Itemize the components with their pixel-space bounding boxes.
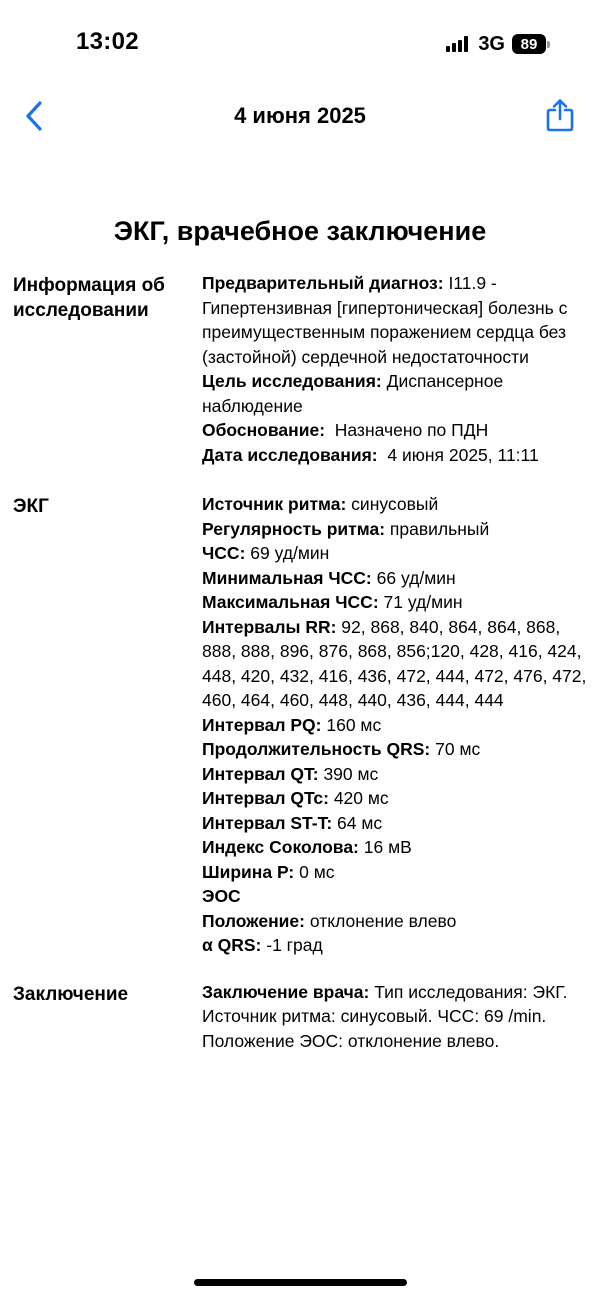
field-value: правильный bbox=[385, 518, 490, 539]
field-alpha-qrs bbox=[202, 933, 593, 958]
field-name: Источник ритма: bbox=[202, 494, 347, 514]
field-justification bbox=[202, 418, 593, 443]
signal-strength-icon bbox=[446, 36, 470, 52]
field-value: Назначено по ПДН bbox=[325, 420, 489, 440]
field-value: 390 мс bbox=[318, 763, 379, 784]
study-info-row bbox=[13, 271, 593, 467]
ecg-label: ЭКГ bbox=[13, 496, 49, 517]
field-name: Индекс Соколова: bbox=[202, 837, 359, 857]
status-indicators bbox=[446, 33, 550, 55]
field-qt-interval bbox=[202, 762, 593, 787]
study-info-content bbox=[202, 271, 593, 467]
field-diagnosis bbox=[202, 271, 593, 369]
field-name: Заключение врача: bbox=[202, 981, 370, 1002]
field-name: α QRS: bbox=[202, 935, 262, 955]
field-pq-interval bbox=[202, 713, 593, 738]
field-name: Интервал ST-T: bbox=[202, 812, 333, 833]
field-name: Положение: bbox=[202, 910, 305, 931]
field-name: Интервалы RR: bbox=[202, 616, 337, 637]
field-value: 160 мс bbox=[321, 714, 382, 735]
field-value: 4 июня 2025, 11:11 bbox=[377, 444, 539, 465]
battery-level: 89 bbox=[512, 34, 546, 54]
field-electrical-axis bbox=[202, 884, 593, 909]
field-max-heart-rate bbox=[202, 590, 593, 615]
field-value: 64 мс bbox=[332, 812, 383, 833]
field-doctor-conclusion bbox=[202, 980, 593, 1054]
field-value: I11.9 - Гипертензивная [гипертоническая] болезнь с преимущественным поражением сердца без (застойной) сердечной недостаточности bbox=[202, 273, 568, 367]
field-axis-position bbox=[202, 909, 593, 934]
navigation-bar bbox=[0, 90, 600, 144]
field-name: ЭОС bbox=[202, 886, 241, 906]
field-value: 70 мс bbox=[430, 739, 481, 759]
field-qrs-duration bbox=[202, 737, 593, 762]
field-st-t-interval bbox=[202, 811, 593, 836]
field-name: Обоснование: bbox=[202, 420, 326, 440]
field-value: синусовый bbox=[346, 494, 439, 514]
field-name: Цель исследования: bbox=[202, 371, 382, 391]
document-title: ЭКГ, врачебное заключение bbox=[113, 216, 487, 246]
field-rhythm-regularity bbox=[202, 517, 593, 542]
field-name: Предварительный диагноз: bbox=[202, 273, 444, 293]
conclusion-content bbox=[202, 980, 593, 1054]
field-rhythm-source bbox=[202, 492, 593, 517]
field-value: 66 уд/мин bbox=[371, 567, 456, 588]
battery-icon bbox=[512, 34, 550, 54]
field-value: 0 мс bbox=[294, 861, 335, 882]
field-name: Минимальная ЧСС: bbox=[202, 567, 372, 588]
study-info-label: Информация об исследовании bbox=[13, 275, 165, 321]
field-value: Тип исследования: ЭКГ. Источник ритма: синусовый. ЧСС: 69 /min. Положение ЭОС: отклонение влево. bbox=[202, 981, 568, 1051]
field-value: 16 мВ bbox=[358, 837, 412, 857]
status-time: 13:02 bbox=[76, 28, 139, 55]
field-value: 420 мс bbox=[328, 788, 389, 808]
field-name: Интервал QTc: bbox=[202, 788, 329, 808]
field-value: Диспансерное наблюдение bbox=[202, 371, 504, 416]
field-value: -1 град bbox=[261, 935, 323, 955]
nav-title: 4 июня 2025 bbox=[234, 103, 366, 128]
field-value: 69 уд/мин bbox=[245, 543, 330, 563]
field-value: 92, 868, 840, 864, 864, 868, 888, 888, 896, 876, 868, 856;120, 428, 416, 424, 448, 420, 432, 416, 436, 472, 444, 472, 476, 472, 460, 464, 460, 448, 440, 436, 444, 444 bbox=[202, 616, 587, 710]
document-table bbox=[13, 271, 593, 1053]
network-type-label: 3G bbox=[478, 32, 505, 55]
field-name: Максимальная ЧСС: bbox=[202, 592, 379, 612]
field-p-width bbox=[202, 860, 593, 885]
field-name: Интервал QT: bbox=[202, 763, 319, 784]
share-icon bbox=[545, 98, 575, 132]
ecg-content bbox=[202, 492, 593, 958]
ecg-row bbox=[13, 492, 593, 958]
field-name: Регулярность ритма: bbox=[202, 518, 386, 539]
field-qtc-interval bbox=[202, 786, 593, 811]
field-purpose bbox=[202, 369, 593, 418]
field-name: Интервал PQ: bbox=[202, 714, 322, 735]
field-sokolov-index bbox=[202, 835, 593, 860]
status-bar bbox=[0, 0, 600, 90]
field-value: отклонение влево bbox=[304, 910, 457, 931]
field-name: Дата исследования: bbox=[202, 444, 378, 465]
field-name: Ширина Р: bbox=[202, 861, 295, 882]
share-button[interactable] bbox=[540, 94, 580, 136]
field-study-date bbox=[202, 443, 593, 468]
battery-tip bbox=[547, 41, 550, 48]
field-rr-intervals bbox=[202, 615, 593, 713]
field-min-heart-rate bbox=[202, 566, 593, 591]
conclusion-label: Заключение bbox=[13, 983, 129, 1005]
field-name: ЧСС: bbox=[202, 543, 246, 563]
home-indicator[interactable] bbox=[194, 1279, 407, 1286]
conclusion-row bbox=[13, 980, 593, 1054]
field-name: Продолжительность QRS: bbox=[202, 739, 431, 759]
field-heart-rate bbox=[202, 541, 593, 566]
field-value: 71 уд/мин bbox=[378, 592, 463, 612]
